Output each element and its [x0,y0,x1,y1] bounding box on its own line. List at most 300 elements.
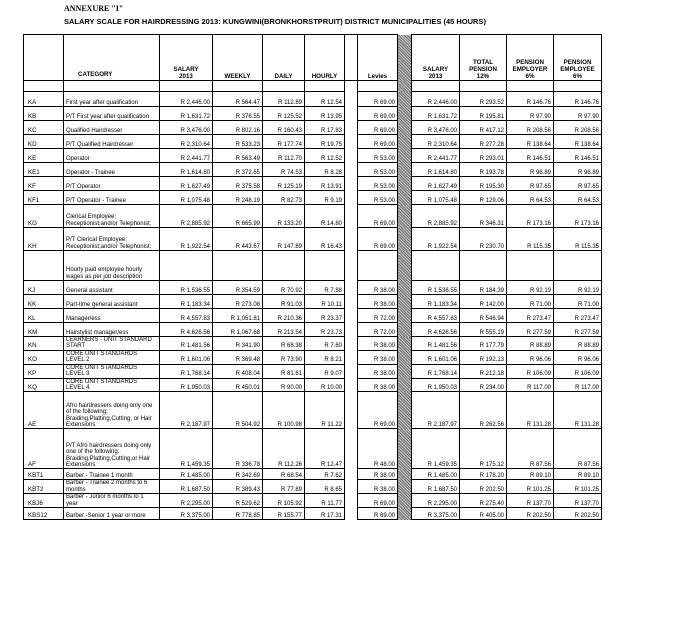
column-gap [345,378,358,392]
cell-cat: Hourly paid employee hourly wages as per job description [64,251,160,281]
table-row [24,295,602,309]
cell-code: KA [24,92,64,107]
column-gap [345,177,358,191]
table-row [24,350,602,364]
cell-cat: Barber -Senior 1 year or more [64,508,160,520]
cell-levies [358,251,398,281]
cell-daily: R 147.89 [263,228,305,251]
cell-employer: R 202.50 [507,508,554,520]
table-row [24,121,602,135]
cell-hourly: R 14.80 [305,205,345,228]
cell-employee: R 96.89 [554,163,602,177]
cell-employee: R 273.47 [554,309,602,323]
column-gap [345,469,358,480]
cell-salary2: R 2,446.00 [412,92,460,107]
cell-code: KBT2 [24,480,64,494]
cell-levies: R 69.00 [358,228,398,251]
cell-employee: R 97.65 [554,177,602,191]
cell-code: KE1 [24,163,64,177]
cell-employer: R 208.56 [507,121,554,135]
header-pension-employee: PENSION EMPLOYEE 6% [554,35,602,81]
table-row [24,107,602,121]
cell-employee: R 64.53 [554,191,602,205]
cell-code: KJ [24,281,64,295]
cell-cat: CORE UNIT STANDARDS LEVEL 2 [64,350,160,364]
cell-total: R 142.00 [460,295,507,309]
column-gap [345,228,358,251]
cell-total: R 212.18 [460,364,507,378]
cell-total: R 195.81 [460,107,507,121]
cell-weekly: R 802.16 [213,121,263,135]
cell-total: R 293.52 [460,92,507,107]
hatched-divider [398,378,412,392]
cell-employer: R 115.35 [507,228,554,251]
hatched-divider [398,364,412,378]
cell-salary2: R 1,768.14 [412,364,460,378]
cell-levies: R 53.00 [358,191,398,205]
hatched-divider [398,429,412,469]
page-title: SALARY SCALE FOR HAIRDRESSING 2013: KUNGWINI(BRONKHORSTPRUIT) DISTRICT MUNICIPALITIES (45 HOURS) [64,17,486,26]
cell-weekly: R 336.78 [213,429,263,469]
hatched-divider [398,35,412,81]
column-gap [345,295,358,309]
column-gap [345,309,358,323]
column-gap [345,494,358,508]
cell-weekly: R 1,067.68 [213,323,263,337]
cell-levies: R 69.00 [358,92,398,107]
cell-levies: R 69.00 [358,107,398,121]
cell-salary: R 2,295.00 [160,494,213,508]
cell-hourly: R 7.62 [305,469,345,480]
cell-levies: R 38.00 [358,337,398,351]
column-gap [345,92,358,107]
cell-cat: P/T Afro hairdressers doing only one of the following: Braiding,Platting,Cutting,or Hair Extensions [64,429,160,469]
column-gap [345,191,358,205]
cell-cat: P/T Operator [64,177,160,191]
cell-employer: R 138.64 [507,135,554,149]
cell-salary: R 1,481.56 [160,337,213,351]
cell-hourly [305,251,345,281]
cell-hourly: R 23.73 [305,323,345,337]
cell-total: R 234.00 [460,378,507,392]
cell-hourly: R 9.19 [305,191,345,205]
cell-levies: R 69.00 [358,508,398,520]
cell-code: KE [24,149,64,163]
cell-daily: R 74.53 [263,163,305,177]
table-row [24,163,602,177]
cell-levies: R 72.00 [358,323,398,337]
cell-cat: Clerical Employee; Receptionist;and/or Telephonist; [64,205,160,228]
column-gap [345,350,358,364]
column-gap [345,508,358,520]
header-hourly: HOURLY [305,35,345,81]
cell-total: R 417.12 [460,121,507,135]
hatched-divider [398,508,412,520]
cell-weekly: R 342.69 [213,469,263,480]
cell-cat: Hairstylist manager/ess [64,323,160,337]
cell-employer: R 96.89 [507,163,554,177]
cell-hourly: R 8.28 [305,163,345,177]
hatched-divider [398,149,412,163]
cell-weekly: R 665.99 [213,205,263,228]
table-row [24,323,602,337]
hatched-divider [398,191,412,205]
cell-total: R 546.94 [460,309,507,323]
cell-levies: R 72.00 [358,309,398,323]
cell-daily: R 73.90 [263,350,305,364]
cell-salary: R 2,441.77 [160,149,213,163]
cell-daily: R 112.89 [263,92,305,107]
cell-total: R 175.12 [460,429,507,469]
cell-salary2: R 2,885.92 [412,205,460,228]
cell-weekly: R 273.08 [213,295,263,309]
hatched-divider [398,251,412,281]
cell-employee: R 131.28 [554,392,602,429]
table-row [24,251,602,281]
cell-code: KO [24,350,64,364]
cell-cat: P/T Clerical Employee; Receptionist;and/or Telephonist; [64,228,160,251]
cell-levies: R 38.00 [358,480,398,494]
table-row [24,392,602,429]
hatched-divider [398,337,412,351]
cell-salary2: R 1,485.00 [412,469,460,480]
cell-total: R 178.20 [460,469,507,480]
cell-daily: R 70.92 [263,281,305,295]
cell-employer: R 106.09 [507,364,554,378]
cell-weekly: R 369.48 [213,350,263,364]
cell-employer: R 89.10 [507,469,554,480]
cell-employee: R 146.76 [554,92,602,107]
cell-salary2: R 1,631.72 [412,107,460,121]
cell-total: R 184.39 [460,281,507,295]
cell-employee: R 202.50 [554,508,602,520]
cell-salary: R 2,446.00 [160,92,213,107]
cell-daily: R 155.77 [263,508,305,520]
cell-employer: R 277.59 [507,323,554,337]
cell-weekly [213,251,263,281]
cell-employer: R 131.28 [507,392,554,429]
cell-salary: R 1,536.55 [160,281,213,295]
cell-employer: R 87.56 [507,429,554,469]
cell-weekly: R 450.01 [213,378,263,392]
cell-cat: LEARNERS - UNIT STANDARD START [64,337,160,351]
cell-weekly: R 533.23 [213,135,263,149]
cell-hourly: R 12.52 [305,149,345,163]
cell-cat: P/T Qualified Hairdresser [64,135,160,149]
column-gap [345,35,358,81]
cell-cat: Qualified Hairdresser [64,121,160,135]
cell-total: R 346.31 [460,205,507,228]
cell-daily: R 177.74 [263,135,305,149]
cell-code [24,251,64,281]
cell-salary: R 1,922.54 [160,228,213,251]
cell-daily: R 133.20 [263,205,305,228]
hatched-divider [398,205,412,228]
cell-employee: R 115.35 [554,228,602,251]
cell-salary: R 1,687.50 [160,480,213,494]
column-gap [345,121,358,135]
table-row [24,177,602,191]
cell-total: R 293.01 [460,149,507,163]
cell-employer: R 71.00 [507,295,554,309]
cell-weekly: R 408.04 [213,364,263,378]
cell-hourly: R 8.65 [305,480,345,494]
cell-code: KP [24,364,64,378]
cell-employee: R 96.06 [554,350,602,364]
cell-cat: Part-time general assistant [64,295,160,309]
cell-daily: R 90.00 [263,378,305,392]
cell-salary [160,251,213,281]
header-daily: DAILY [263,35,305,81]
column-gap [345,281,358,295]
cell-total: R 177.79 [460,337,507,351]
cell-salary: R 1,183.34 [160,295,213,309]
cell-total: R 192.13 [460,350,507,364]
cell-total: R 129.06 [460,191,507,205]
cell-salary: R 1,601.06 [160,350,213,364]
hatched-divider [398,163,412,177]
cell-salary: R 4,626.56 [160,323,213,337]
cell-salary: R 1,768.14 [160,364,213,378]
cell-employer: R 96.06 [507,350,554,364]
cell-cat: General assistant [64,281,160,295]
cell-levies: R 69.00 [358,135,398,149]
cell-salary2: R 3,476.00 [412,121,460,135]
cell-daily: R 105.92 [263,494,305,508]
cell-employer: R 64.53 [507,191,554,205]
cell-weekly: R 529.62 [213,494,263,508]
cell-salary2: R 4,557.83 [412,309,460,323]
cell-weekly: R 354.59 [213,281,263,295]
cell-employer: R 137.70 [507,494,554,508]
table-row [24,364,602,378]
cell-cat: P/T Operator - Trainee [64,191,160,205]
cell-employer: R 173.16 [507,205,554,228]
cell-salary2: R 1,536.55 [412,281,460,295]
cell-employee [554,251,602,281]
cell-salary: R 1,614.80 [160,163,213,177]
annexure-label: ANNEXURE "I" [64,4,124,13]
header-weekly: WEEKLY [213,35,263,81]
cell-cat: Operator [64,149,160,163]
hatched-divider [398,350,412,364]
cell-salary: R 1,485.00 [160,469,213,480]
cell-code: KQ [24,378,64,392]
table-row [24,205,602,228]
cell-cat: CORE UNIT STANDARDS LEVEL 3 [64,364,160,378]
header-total-pension: TOTAL PENSION 12% [460,35,507,81]
hatched-divider [398,281,412,295]
table-row [24,191,602,205]
cell-cat: CORE UNIT STANDARDS LEVEL 4 [64,378,160,392]
cell-salary: R 1,627.49 [160,177,213,191]
cell-salary: R 2,310.64 [160,135,213,149]
cell-salary2: R 1,459.35 [412,429,460,469]
hatched-divider [398,392,412,429]
cell-total: R 262.56 [460,392,507,429]
cell-salary: R 1,631.72 [160,107,213,121]
cell-levies: R 53.00 [358,149,398,163]
table-row [24,378,602,392]
cell-salary: R 4,557.83 [160,309,213,323]
hatched-divider [398,494,412,508]
column-gap [345,392,358,429]
cell-cat: Operator - Trainee [64,163,160,177]
header-category: CATEGORY [64,35,160,81]
cell-daily: R 210.36 [263,309,305,323]
cell-hourly: R 23.37 [305,309,345,323]
cell-employee: R 146.51 [554,149,602,163]
column-gap [345,149,358,163]
table-row [24,228,602,251]
cell-weekly: R 778.85 [213,508,263,520]
cell-hourly: R 7.88 [305,281,345,295]
cell-salary: R 2,885.92 [160,205,213,228]
cell-salary2: R 2,187.97 [412,392,460,429]
cell-employer: R 97.65 [507,177,554,191]
cell-total: R 277.28 [460,135,507,149]
cell-employee: R 89.10 [554,469,602,480]
cell-daily: R 91.03 [263,295,305,309]
cell-weekly: R 375.58 [213,177,263,191]
column-gap [345,107,358,121]
cell-daily: R 112.70 [263,149,305,163]
cell-cat: P/T First year after qualification [64,107,160,121]
cell-levies: R 69.00 [358,494,398,508]
table-row [24,149,602,163]
cell-daily: R 125.19 [263,177,305,191]
cell-employee: R 137.70 [554,494,602,508]
column-gap [345,337,358,351]
hatched-divider [398,177,412,191]
table-row [24,469,602,480]
cell-code: AF [24,429,64,469]
cell-code: AE [24,392,64,429]
cell-levies: R 38.00 [358,469,398,480]
cell-weekly: R 341.90 [213,337,263,351]
cell-code: KM [24,323,64,337]
cell-total: R 275.40 [460,494,507,508]
cell-employer: R 88.89 [507,337,554,351]
cell-salary2: R 3,375.00 [412,508,460,520]
cell-daily: R 81.61 [263,364,305,378]
cell-hourly: R 7.60 [305,337,345,351]
cell-hourly: R 13.91 [305,177,345,191]
header-pension-employer: PENSION EMPLOYER 6% [507,35,554,81]
column-gap [345,364,358,378]
table-row [24,135,602,149]
cell-hourly: R 17.31 [305,508,345,520]
cell-salary2: R 1,922.54 [412,228,460,251]
hatched-divider [398,228,412,251]
column-gap [345,429,358,469]
cell-employee: R 138.64 [554,135,602,149]
column-gap [345,135,358,149]
cell-salary: R 2,187.97 [160,392,213,429]
cell-employee: R 88.89 [554,337,602,351]
salary-scale-table [23,34,602,520]
cell-employee: R 173.16 [554,205,602,228]
cell-salary2: R 1,687.50 [412,480,460,494]
cell-total: R 555.19 [460,323,507,337]
cell-salary: R 3,375.00 [160,508,213,520]
header-code [24,35,64,81]
cell-cat: Barber - Junior 6 months to 1 year [64,494,160,508]
cell-salary: R 3,476.00 [160,121,213,135]
cell-employer: R 273.47 [507,309,554,323]
cell-employee: R 71.00 [554,295,602,309]
column-gap [345,205,358,228]
cell-hourly: R 11.77 [305,494,345,508]
cell-employer: R 92.19 [507,281,554,295]
cell-daily: R 213.54 [263,323,305,337]
cell-code: KG [24,205,64,228]
hatched-divider [398,469,412,480]
cell-employer: R 101.25 [507,480,554,494]
hatched-divider [398,135,412,149]
cell-code: KBS12 [24,508,64,520]
table-row [24,309,602,323]
cell-total: R 193.78 [460,163,507,177]
cell-daily [263,251,305,281]
hatched-divider [398,121,412,135]
cell-salary: R 1,075.48 [160,191,213,205]
column-gap [345,163,358,177]
hatched-divider [398,323,412,337]
cell-salary2: R 2,310.64 [412,135,460,149]
cell-salary2 [412,251,460,281]
cell-levies: R 38.00 [358,295,398,309]
cell-salary2: R 1,183.34 [412,295,460,309]
cell-levies: R 69.00 [358,121,398,135]
cell-hourly: R 9.07 [305,364,345,378]
cell-code: KH [24,228,64,251]
cell-salary2: R 1,481.56 [412,337,460,351]
cell-weekly: R 1,051.81 [213,309,263,323]
cell-salary2: R 1,601.06 [412,350,460,364]
cell-code: KF [24,177,64,191]
cell-cat: Afro hairdressers doing only one of the following: Braiding,Platting,Cutting, or Hair Extensions [64,392,160,429]
cell-weekly: R 372.65 [213,163,263,177]
cell-levies: R 38.00 [358,364,398,378]
cell-weekly: R 248.19 [213,191,263,205]
cell-salary2: R 2,441.77 [412,149,460,163]
cell-hourly: R 10.11 [305,295,345,309]
cell-employer: R 146.76 [507,92,554,107]
cell-hourly: R 19.75 [305,135,345,149]
cell-total: R 202.50 [460,480,507,494]
cell-levies: R 38.00 [358,350,398,364]
cell-daily: R 68.38 [263,337,305,351]
column-gap [345,323,358,337]
table-row [24,92,602,107]
cell-total [460,251,507,281]
header-levies: Levies [358,35,398,81]
cell-salary2: R 4,626.56 [412,323,460,337]
cell-code: KC [24,121,64,135]
cell-daily: R 100.98 [263,392,305,429]
cell-salary2: R 2,295.00 [412,494,460,508]
cell-total: R 405.00 [460,508,507,520]
cell-cat: Barber - Trainee 1 month [64,469,160,480]
table-header-row [24,35,602,81]
cell-cat: First year after qualification [64,92,160,107]
cell-levies: R 38.00 [358,281,398,295]
cell-employee: R 101.25 [554,480,602,494]
hatched-divider [398,92,412,107]
cell-hourly: R 13.95 [305,107,345,121]
cell-employee: R 87.56 [554,429,602,469]
